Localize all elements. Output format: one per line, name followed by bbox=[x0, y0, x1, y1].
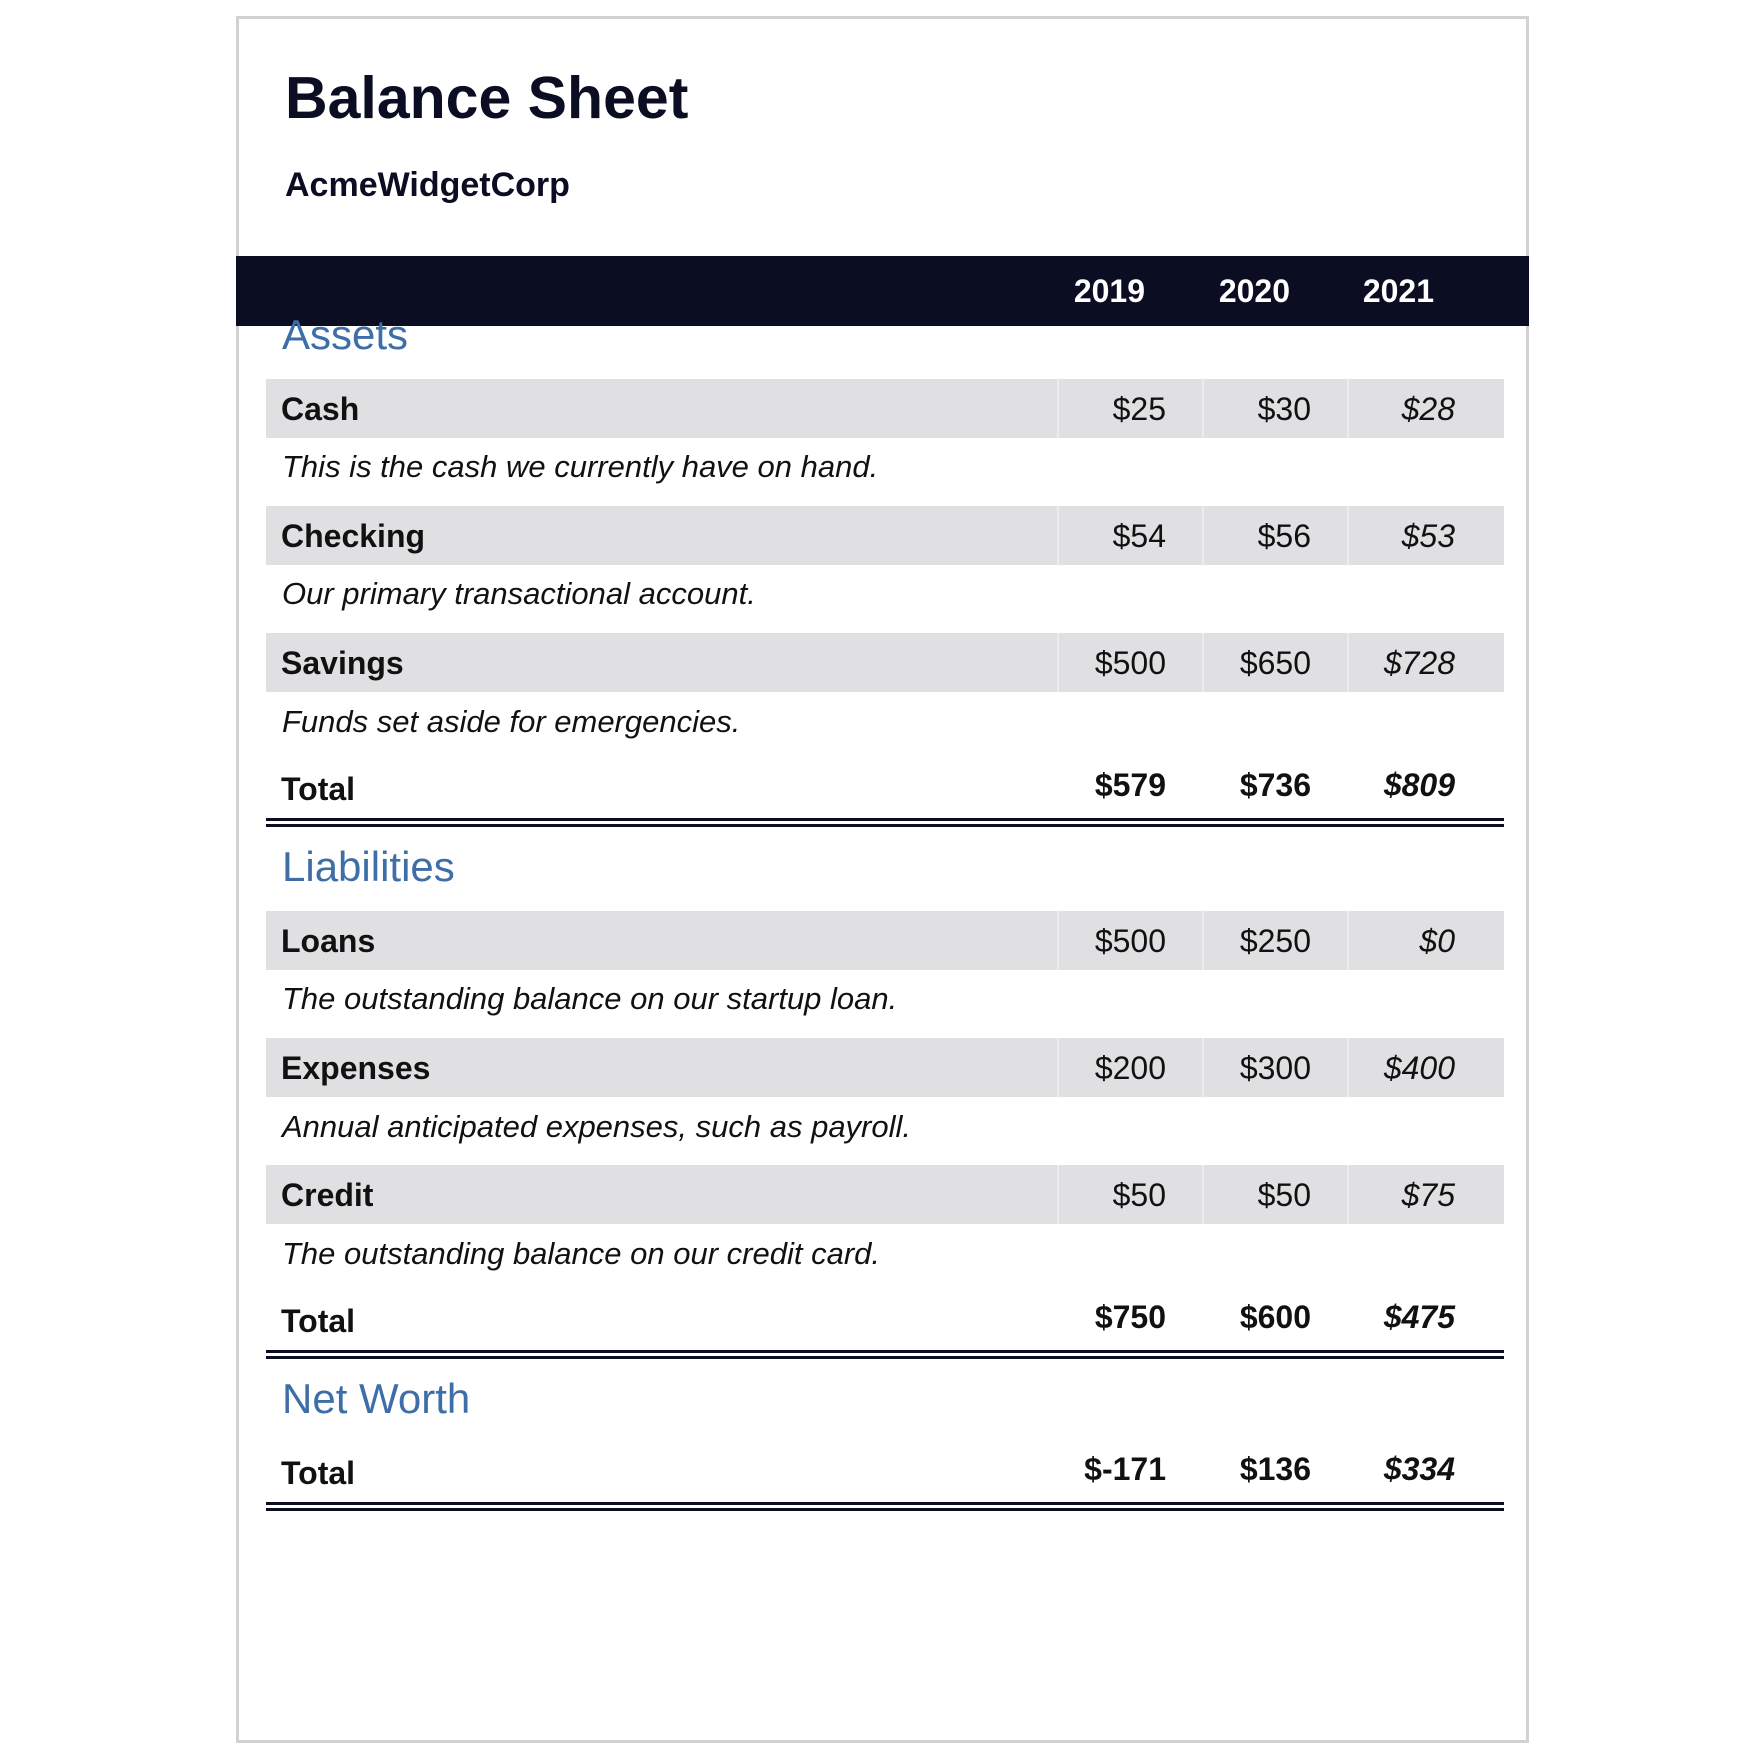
balance-sheet-page bbox=[236, 16, 1529, 1743]
cell-2021: $28 bbox=[1401, 391, 1455, 427]
total-label: Total bbox=[281, 771, 356, 807]
row-description: The outstanding balance on our credit card. bbox=[282, 1236, 880, 1271]
section-title-net-worth: Net Worth bbox=[282, 1375, 471, 1422]
row-label: Checking bbox=[281, 518, 426, 554]
total-label: Total bbox=[281, 1303, 356, 1339]
row-label: Cash bbox=[281, 391, 360, 427]
cell-2021: $400 bbox=[1383, 1050, 1455, 1086]
year-header-2019: 2019 bbox=[1073, 273, 1145, 309]
cell-2020: $50 bbox=[1257, 1177, 1311, 1213]
cell-2019: $25 bbox=[1112, 391, 1166, 427]
total-2021: $809 bbox=[1383, 767, 1455, 803]
row-description: Annual anticipated expenses, such as payroll. bbox=[282, 1109, 912, 1144]
double-underline bbox=[266, 1502, 1504, 1511]
table-row-expenses bbox=[266, 1038, 1504, 1097]
cell-2021: $0 bbox=[1419, 923, 1455, 959]
row-label: Loans bbox=[281, 923, 376, 959]
cell-2021: $53 bbox=[1401, 518, 1455, 554]
row-label: Expenses bbox=[281, 1050, 431, 1086]
cell-2020: $300 bbox=[1239, 1050, 1311, 1086]
row-description: Funds set aside for emergencies. bbox=[282, 704, 741, 739]
total-label: Total bbox=[281, 1455, 356, 1491]
table-row-checking bbox=[266, 506, 1504, 565]
total-2019: $-171 bbox=[1084, 1451, 1166, 1487]
double-underline bbox=[266, 818, 1504, 827]
row-label: Credit bbox=[281, 1177, 374, 1213]
cell-2020: $250 bbox=[1239, 923, 1311, 959]
year-header-2021: 2021 bbox=[1362, 273, 1434, 309]
table-row-loans bbox=[266, 911, 1504, 970]
net-worth-total-row bbox=[266, 1441, 1504, 1511]
section-title-liabilities: Liabilities bbox=[282, 843, 455, 890]
total-2019: $579 bbox=[1094, 767, 1166, 803]
table-row-credit bbox=[266, 1165, 1504, 1224]
row-description: Our primary transactional account. bbox=[282, 576, 756, 611]
total-2021: $334 bbox=[1383, 1451, 1455, 1487]
total-2020: $600 bbox=[1239, 1299, 1311, 1335]
row-label: Savings bbox=[281, 645, 404, 681]
year-header-bar bbox=[236, 256, 1529, 326]
cell-2020: $30 bbox=[1257, 391, 1311, 427]
double-underline bbox=[266, 1350, 1504, 1359]
page-title: Balance Sheet bbox=[285, 65, 689, 131]
assets-total-row bbox=[266, 757, 1504, 827]
total-2020: $736 bbox=[1239, 767, 1311, 803]
total-2020: $136 bbox=[1239, 1451, 1311, 1487]
cell-2020: $650 bbox=[1239, 645, 1311, 681]
cell-2019: $500 bbox=[1094, 645, 1166, 681]
liabilities-total-row bbox=[266, 1289, 1504, 1359]
company-name: AcmeWidgetCorp bbox=[285, 166, 570, 204]
row-description: The outstanding balance on our startup loan. bbox=[282, 981, 898, 1016]
table-row-savings bbox=[266, 633, 1504, 692]
section-title-assets: Assets bbox=[282, 311, 409, 358]
cell-2021: $728 bbox=[1383, 645, 1455, 681]
cell-2021: $75 bbox=[1401, 1177, 1455, 1213]
cell-2019: $500 bbox=[1094, 923, 1166, 959]
year-header-2020: 2020 bbox=[1218, 273, 1290, 309]
row-description: This is the cash we currently have on hand. bbox=[282, 449, 879, 484]
cell-2020: $56 bbox=[1257, 518, 1311, 554]
cell-2019: $54 bbox=[1112, 518, 1166, 554]
total-2019: $750 bbox=[1094, 1299, 1166, 1335]
table-row-cash bbox=[266, 379, 1504, 438]
cell-2019: $50 bbox=[1112, 1177, 1166, 1213]
total-2021: $475 bbox=[1383, 1299, 1455, 1335]
cell-2019: $200 bbox=[1094, 1050, 1166, 1086]
